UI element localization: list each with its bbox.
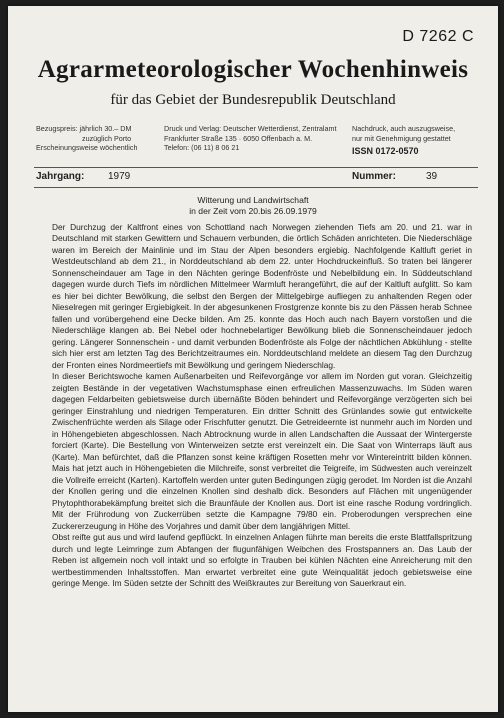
issn-number: ISSN 0172-0570 <box>352 146 419 156</box>
paragraph: In dieser Berichtswoche kamen Außenarbeiten und Reifevorgänge vor allem im Norden gut voran. Gleichzeitig zeigten Bestände in der vegetativen Wachstumsphase einen erfreulichen Massenzuwachs. Im Süden waren dagegen Feldarbeiten gebietsweise durch übernäßte Böden behindert und Reifevorgänge verzögerten sich bei geringer Einstrahlung und niedrigen Temperaturen. Ein dritter Schnitt des Grünlandes sowie gut entwickelte Zwischenfrüchte werden als Silage oder Frischfutter genutzt. Die Getreideernte ist nunmehr auch im Norden und in Höhengebieten abgeschlossen. Nach Abtrocknung wurde in allen Landschaften die Aussaat der Wintergerste forciert (Karte). Die Bestellung von Winterweizen setzte erst vereinzelt ein. Die Saat von Winterraps läuft aus (Karte). Man befürchtet, daß die Pflanzen sonst keine kräftigen Rosetten mehr vor Wintereintritt bilden können. Mais hat jetzt auch in Höhengebieten die Milchreife, sonst verbreitet die Teigreife, im Südwesten auch vereinzelt die Vollreife erreicht (Karten). Kartoffeln werden unter guten Bedingungen zügig gerodet. Im Norden ist die Anzahl der Knollen gering und die einzelnen Knollen sind deshalb dick. Besonders auf Flächen mit ungenügender Phytophthorabekämpfung breitet sich die Braunfäule der Knollen aus. Dort ist eine rasche Rodung vordringlich. Mit der Frührodung von Zuckerrüben setzte die Kampagne 79/80 ein. Proberodungen versprechen eine Zuckererzeugung in Höhe des Vorjahres und damit über dem langjährigen Mittel. <box>52 371 472 531</box>
publisher-line: Telefon: (06 11) 8 06 21 <box>164 143 240 152</box>
pricing-line: zuzüglich Porto <box>82 133 132 143</box>
paragraph: Obst reifte gut aus und wird laufend gepflückt. In einzelnen Anlagen führte man bereits die erste Blattfallspritzung durch und legte Leimringe zum Abfangen der flugunfähigen Weibchen des Frostspanners an. Das Laub der Reben ist allgemein noch voll intakt und so erfolgte in Trauben bei kühlen Nächten eine Anreicherung mit den wertbestimmenden Inhaltsstoffen. Man erwartet verbreitet eine gute Weinqualität jedoch gebietsweise eine geringe Menge. Im Süden setzte der Schnitt des Weißkrautes zur Bereitung von Sauerkraut ein. <box>52 532 472 589</box>
paragraph: Der Durchzug der Kaltfront eines von Schottland nach Norwegen ziehenden Tiefs am 20. und 21. war in Deutschland mit starken Gewittern und Schauern verbunden, die örtlich Schäden anrichteten. Die Niederschläge waren im Bereich der Mainlinie und im Stau der Alpen besonders ergiebig. Nachfolgende Kaltluft geriet in Westdeutschland ab dem 21., in Norddeutschland ab dem 22. unter Hochdruckeinfluß. So traten bei längerer Sonnenscheindauer am Tage in den Nächten geringe Bodenfröste und Nebelbildung ein. In Süddeutschland dagegen wurde durch Tiefs im nördlichen Mittelmeer Warmluft herangeführt, die auf der Kaltluft aufglitt. So kam es hier bei dichter Bewölkung, die selbst den Bergen der Mittelgebirge aufliegen zu anhaltenden Regen oder Nieselregen mit geringer Ergiebigkeit. In der abgesunkenen Frostgrenze konnte bis zu den Pässen herab Schnee fallen und vorübergehend eine Decke bilden. Am 25. konnte das Hoch auch nach Bayern vorstoßen und die Niederschläge klangen ab. Bei Nebel oder hochnebelartiger Bewölkung blieb die Sonnenscheindauer jedoch gering. Längerer Sonnenschein - und damit verbunden Bodenfröste als Folge der nächtlichen Abkühlung - stellte sich hier erst am letzten Tag des Berichtzeitraumes ein. Norddeutschland meldete an diesem Tag den Durchzug der Fronten eines Nordmeertiefs mit Bewölkung und geringem Niederschlag. <box>52 222 472 370</box>
pricing-line: Bezugspreis: jährlich 30.– DM <box>36 124 132 133</box>
publisher-line: Frankfurter Straße 135 · 6050 Offenbach a. M. <box>164 133 313 143</box>
number-value: 39 <box>426 171 438 182</box>
pricing-info <box>36 124 156 153</box>
section-title: Witterung und Landwirtschaft <box>197 195 309 205</box>
document-page <box>8 6 498 712</box>
report-body <box>52 222 472 590</box>
page-subtitle: für das Gebiet der Bundesrepublik Deutschland <box>110 92 396 108</box>
publisher-info <box>164 124 344 153</box>
section-period: in der Zeit vom 20.bis 26.09.1979 <box>189 206 317 216</box>
reprint-line: Nachdruck, auch auszugsweise, <box>352 124 456 133</box>
number-label: Nummer: <box>352 171 396 182</box>
pricing-line: Erscheinungsweise wöchentlich <box>36 143 138 152</box>
publisher-line: Druck und Verlag: Deutscher Wetterdienst, Zentralamt <box>164 124 337 133</box>
year-label: Jahrgang: <box>36 171 85 182</box>
reprint-notice <box>352 124 482 143</box>
page-title: Agrarmeteorologischer Wochenhinweis <box>37 56 469 83</box>
divider <box>34 187 478 188</box>
year-value: 1979 <box>108 171 131 182</box>
reprint-line: nur mit Genehmigung gestattet <box>352 133 451 143</box>
divider <box>34 167 478 168</box>
document-code: D 7262 C <box>402 28 474 45</box>
